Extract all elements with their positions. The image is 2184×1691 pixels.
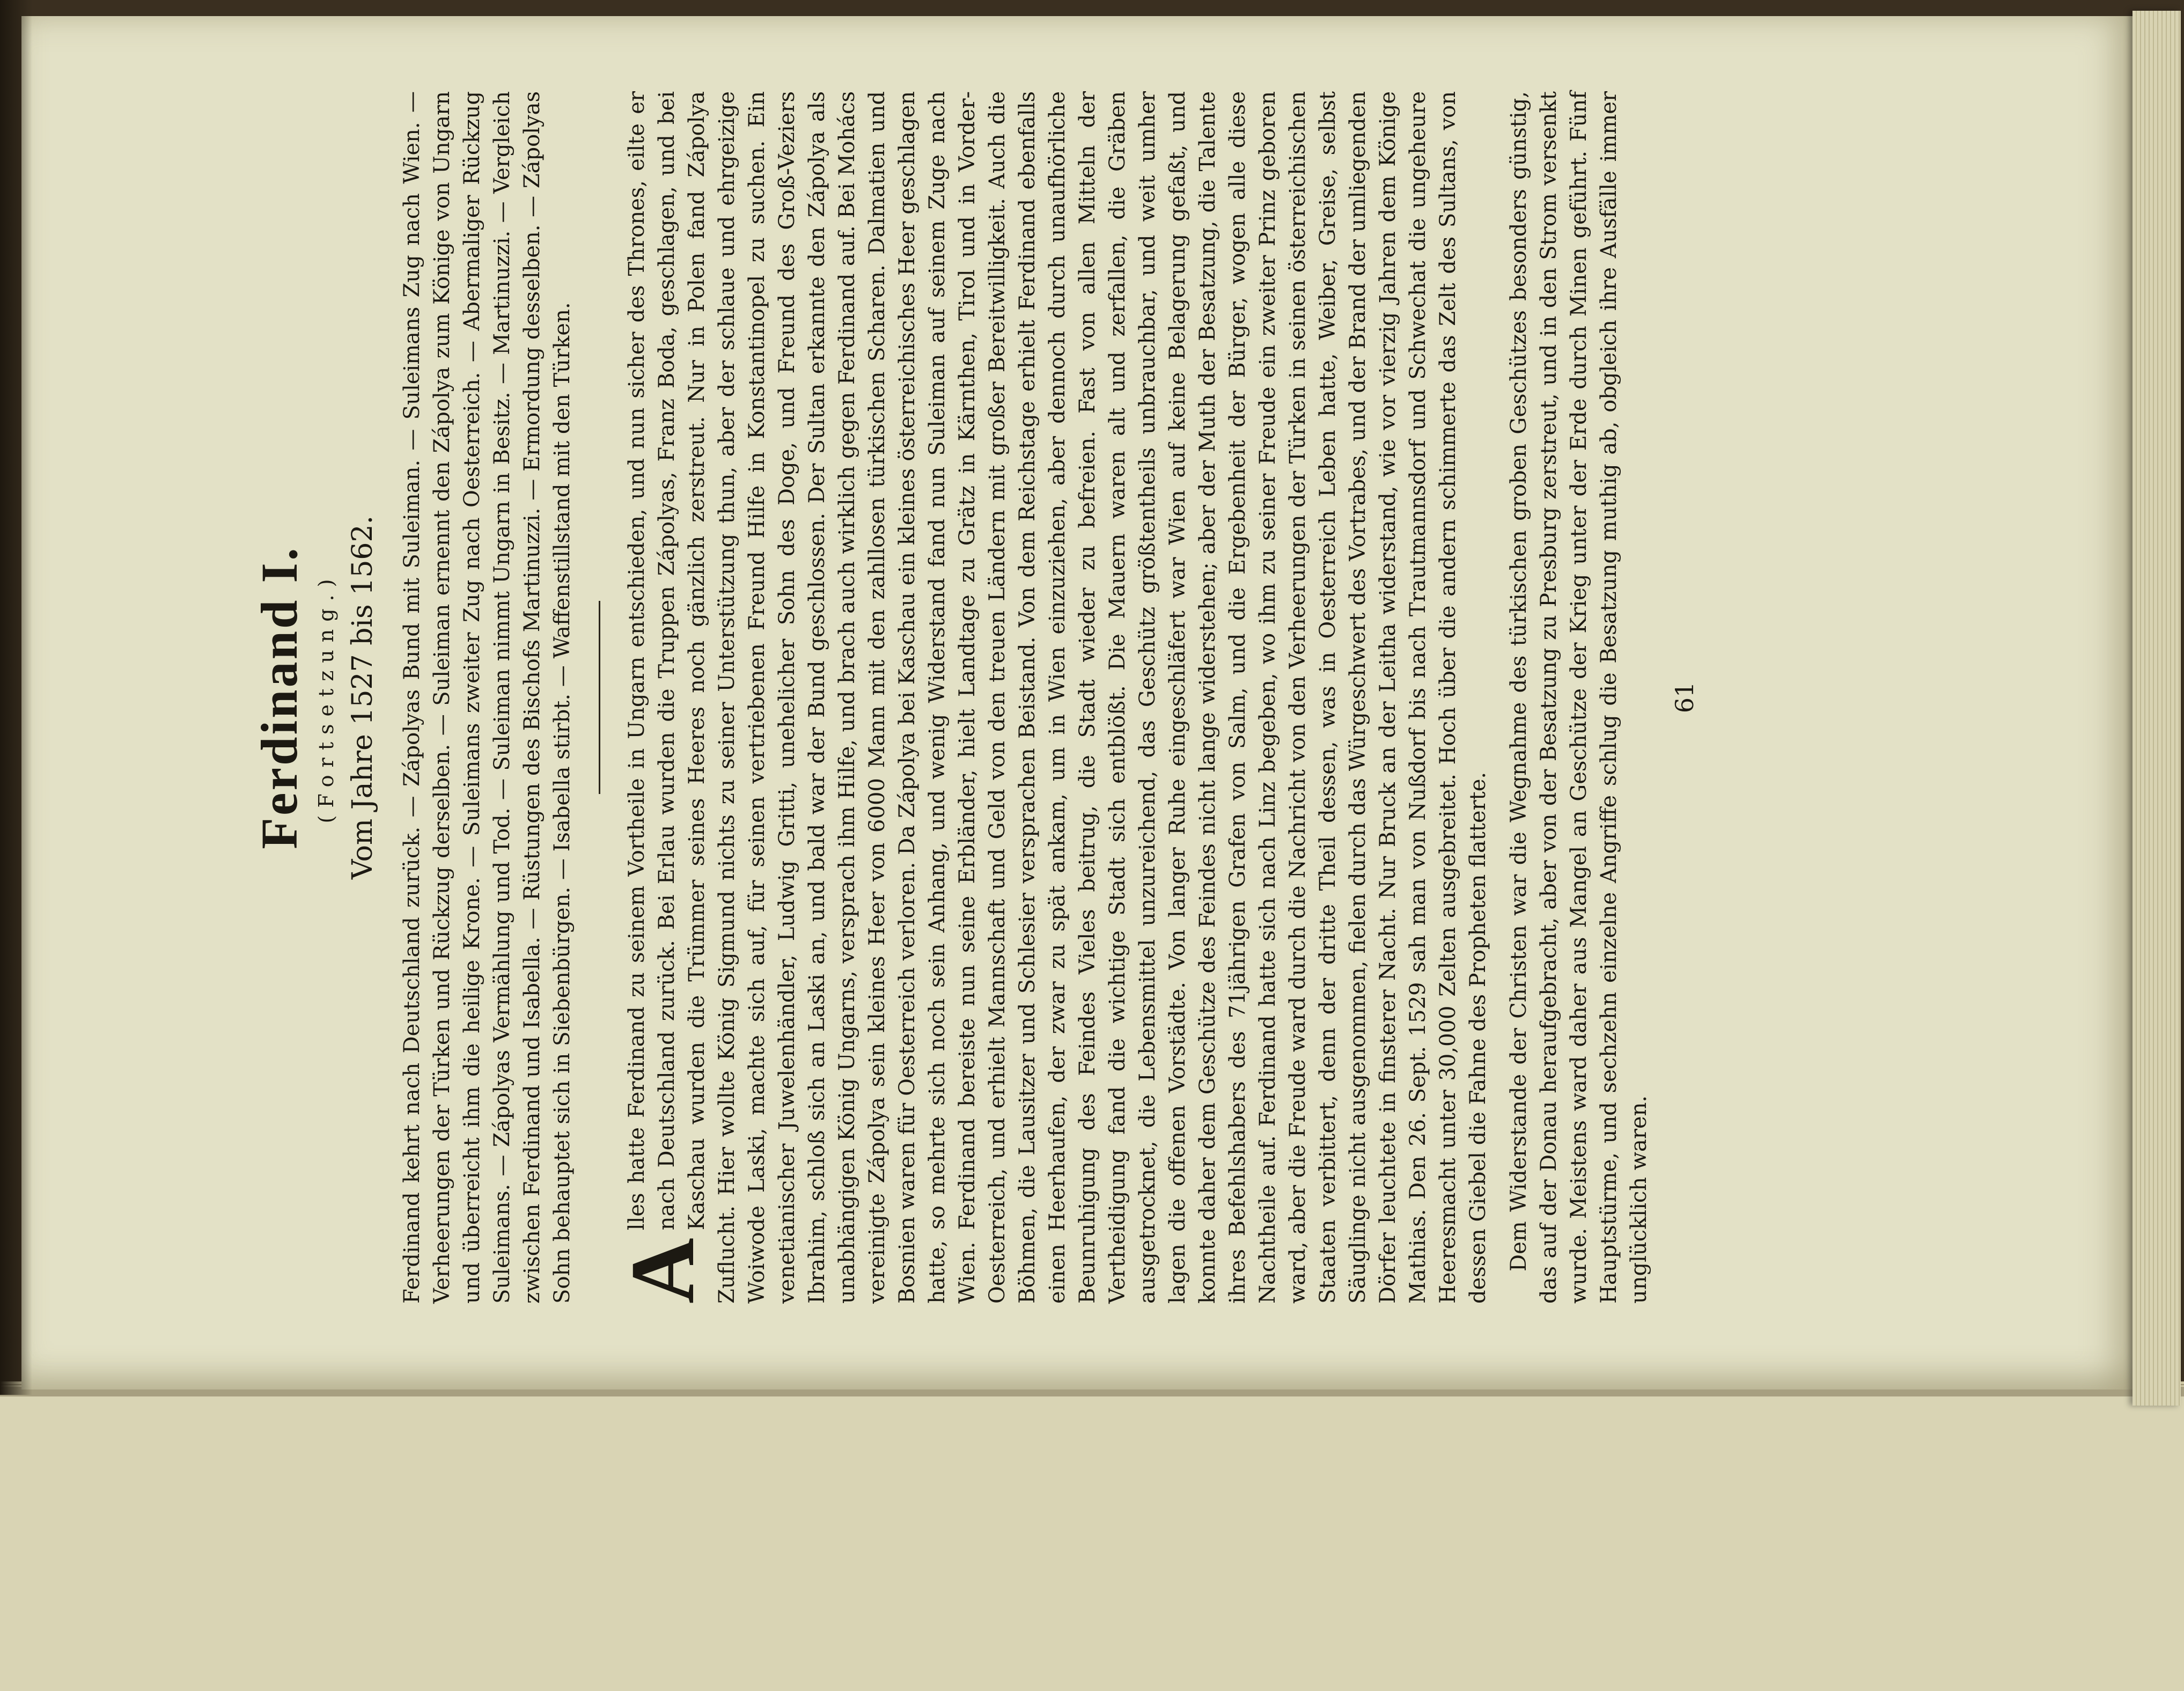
page-number: 61 (1670, 681, 1699, 714)
divider-rule (599, 601, 600, 794)
paragraph-1 (612, 91, 1493, 1304)
lower-page (0, 1387, 2184, 1691)
year-range: Vom Jahre 1527 bis 1562. (347, 515, 379, 880)
page-edges-right (2132, 11, 2181, 1406)
subtitle: (Fortsetzung.) (314, 571, 338, 824)
paragraph-1-text: lles hatte Ferdinand zu seinem Vortheile in Ungarn entschieden, und nun sicher des Thrones, eilte er nach Deutschland zurück. Bei Erlau wurden die Truppen Zápolyas, Franz Boda, geschlagen, und bei Kaschau wurden die Trümmer seines Heeres noch gänzlich zerstreut. Nur in Polen fand Zápolya Zuflucht. Hier wollte König Sigmund nichts zu seiner Unterstützung thun, aber der schlaue und ehrgeizige Woiwode Laski, machte sich auf, für seinen vertriebenen Freund Hilfe in Konstantinopel zu suchen. Ein venetianischer Juwelenhändler, Ludwig Gritti, unehelicher Sohn des Doge, und Freund des Groß-Veziers Ibrahim, schloß sich an Laski an, und bald war der Bund geschlossen. Der Sultan erkannte den Zápolya als unabhängigen König Ungarns, versprach ihm Hilfe, und brach auch wirklich gegen Ferdinand auf. Bei Mohács vereinigte Zápolya sein kleines Heer von 6000 Mann mit den zahllosen türkischen Scharen. Dalmatien und Bosnien waren für Oesterreich verloren. Da Zápolya bei Kaschau ein kleines österreichisches Heer geschlagen hatte, so mehrte sich noch sein Anhang, und wenig Widerstand fand nun Suleiman auf seinem Zuge nach Wien. Ferdinand bereiste nun seine Erbländer, hielt Landtage zu Grätz in Kärnthen, Tirol und in Vorder-Oesterreich, und erhielt Mannschaft und Geld von den treuen Ländern mit großer Bereitwilligkeit. Auch die Böhmen, die Lausitzer und Schlesier versprachen Beistand. Von dem Reichstage erhielt Ferdinand ebenfalls einen Heerhaufen, der zwar zu spät ankam, um in Wien einzuziehen, aber dennoch durch unaufhörliche Beunruhigung des Feindes Vieles beitrug, die Stadt wieder zu befreien. Fast von allen Mitteln der Vertheidigung fand die wichtige Stadt sich entblößt. Die Mauern waren alt und zerfallen, die Gräben ausgetrocknet, die Lebensmittel unzureichend, das Geschütz größtentheils unbrauchbar, und weit umher lagen die offenen Vorstädte. Von langer Ruhe eingeschläfert war Wien auf keine Belagerung gefaßt, und konnte daher dem Geschütze des Feindes nicht lange widerstehen; aber der Muth der Besatzung, die Talente ihres Befehlshabers des 71jährigen Grafen von Salm, und die Ergebenheit der Bürger, wogen alle diese Nachtheile auf. Ferdinand hatte sich nach Linz begeben, wo ihm zu seiner Freude ein zweiter Prinz geboren ward, aber die Freude ward durch die Nachricht von den Verheerungen der Türken in seinen österreichischen Staaten verbittert, denn der dritte Theil dessen, was in Oesterreich Leben hatte, Weiber, Greise, selbst Säuglinge nicht ausgenommen, fielen durch das Würgeschwert des Vortrabes, und der Brand der umliegenden Dörfer leuchtete in finsterer Nacht. Nur Bruck an der Leitha widerstand, wie vor vierzig Jahren dem Könige Mathias. Den 26. Sept. 1529 sah man von Nußdorf bis nach Trautmannsdorf und Schwechat die ungeheure Heeresmacht unter 30,000 Zelten ausgebreitet. Hoch über die andern schimmerte das Zelt des Sultans, von dessen Giebel die Fahne des Propheten flatterte. (624, 91, 1490, 1304)
printed-text-block (239, 91, 1880, 1304)
chapter-summary: Ferdinand kehrt nach Deutschland zurück. — Zápolyas Bund mit Suleiman. — Suleimans Zug nach Wien. — Verheerungen der Türken und Rückzug derselben. — Suleiman ernennt den Zápolya zum Könige von Ungarn und überreicht ihm die heilige Krone. — Suleimans zweiter Zug nach Oesterreich. — Abermaliger Rückzug Suleimans. — Zápolyas Vermählung und Tod. — Suleiman nimmt Ungarn in Besitz. — Martinuzzi. — Vergleich zwischen Ferdinand und Isabella. — Rüstungen des Bischofs Martinuzzi. — Ermordung desselben. — Zápolyas Sohn behauptet sich in Siebenbürgen. — Isabella stirbt. — Waffenstillstand mit den Türken. (400, 91, 575, 1304)
drop-cap: A (612, 1238, 713, 1304)
paragraph-2: Dem Widerstande der Christen war die Wegnahme des türkischen groben Geschützes besonders günstig, das auf der Donau heraufgebracht, aber von der Besatzung zu Presburg zerstreut, und in den Strom versenkt wurde. Meistens ward daher aus Mangel an Geschütze der Krieg unter der Erde durch Minen geführt. Fünf Hauptstürme, und sechzehn einzelne Angriffe schlug die Besatzung muthig ab, obgleich ihre Ausfälle immer unglücklich waren. (1506, 91, 1651, 1304)
binding-shadow (0, 0, 32, 1395)
page-title: Ferdinand I. (251, 546, 308, 849)
